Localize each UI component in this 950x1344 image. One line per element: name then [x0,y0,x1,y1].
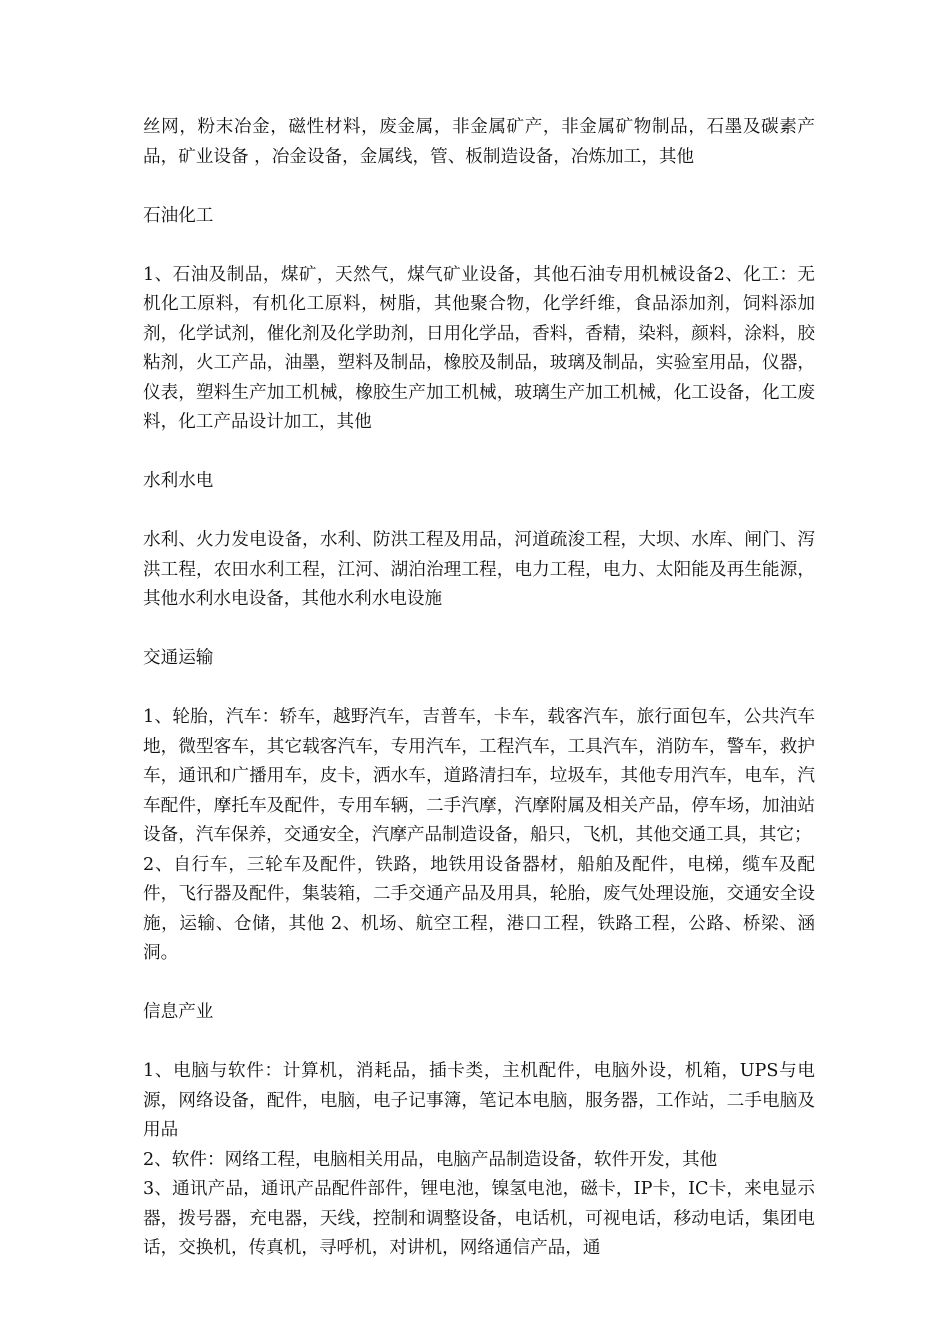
section-title-information-industry: 信息产业 [143,1002,214,1022]
section-title-transportation: 交通运输 [143,648,214,668]
document-page [143,113,815,1264]
paragraph-spacer [143,1028,815,1058]
paragraph-spacer [143,231,815,261]
section-title-petrochemical: 石油化工 [143,205,214,226]
section-paragraph: 1、石油及制品，煤矿，天然气，煤气矿业设备，其他石油专用机械设备2、化工：无机化工原料，有机化工原料，树脂，其他聚合物，化学纤维，食品添加剂，饲料添加剂，化学试剂，催化剂及化学助剂，日用化学品，香料，香精，染料，颜料，涂料，胶粘剂，火工产品，油墨，塑料及制品，橡胶及制品，玻璃及制品，实验室用品，仪器，仪表，塑料生产加工机械，橡胶生产加工机械，玻璃生产加工机械，化工设备，化工废料，化工产品设计加工，其他 [143,264,815,432]
paragraph-spacer [143,969,815,999]
section-title-water-power: 水利水电 [143,471,214,491]
paragraph-spacer [143,438,815,468]
section-paragraph: 3、通讯产品，通讯产品配件部件，锂电池，镍氢电池，磁卡，IP卡，IC卡，来电显示器，拨号器，充电器，天线，控制和调整设备，电话机，可视电话，移动电话，集团电话，交换机，传真机，寻呼机，对讲机，网络通信产品，通 [143,1179,815,1258]
section-paragraph: 2、自行车，三轮车及配件，铁路，地铁用设备器材，船舶及配件，电梯，缆车及配件，飞行器及配件，集装箱，二手交通产品及用具，轮胎，废气处理设施，交通安全设施，运输、仓储，其他 2、机场、航空工程，港口工程，铁路工程，公路、桥梁、涵洞。 [143,854,815,963]
paragraph-spacer [143,674,815,704]
section-paragraph: 水利、火力发电设备，水利、防洪工程及用品，河道疏浚工程，大坝、水库、闸门、泻洪工程，农田水利工程，江河、湖泊治理工程，电力工程，电力、太阳能及再生能源，其他水利水电设备，其他水利水电设施 [143,530,815,609]
paragraph-spacer [143,172,815,202]
paragraph-spacer [143,497,815,527]
intro-paragraph: 丝网，粉末冶金，磁性材料，废金属，非金属矿产，非金属矿物制品，石墨及碳素产品，矿业设备 ，冶金设备，金属线，管、板制造设备，冶炼加工，其他 [143,117,815,167]
section-paragraph: 2、软件：网络工程，电脑相关用品，电脑产品制造设备，软件开发，其他 [143,1149,718,1170]
section-paragraph: 1、轮胎，汽车：轿车，越野汽车，吉普车，卡车，载客汽车，旅行面包车，公共汽车地，微型客车，其它载客汽车，专用汽车，工程汽车，工具汽车，消防车，警车，救护车，通讯和广播用车，皮卡，洒水车，道路清扫车，垃圾车，其他专用汽车，电车，汽车配件，摩托车及配件，专用车辆，二手汽摩，汽摩附属及相关产品，停车场，加油站设备，汽车保养，交通安全，汽摩产品制造设备，船只，飞机，其他交通工具，其它； [143,707,815,845]
paragraph-spacer [143,615,815,645]
section-paragraph: 1、电脑与软件：计算机，消耗品，插卡类，主机配件，电脑外设，机箱，UPS与电源，网络设备，配件，电脑，电子记事簿，笔记本电脑，服务器，工作站，二手电脑及用品 [143,1061,815,1140]
